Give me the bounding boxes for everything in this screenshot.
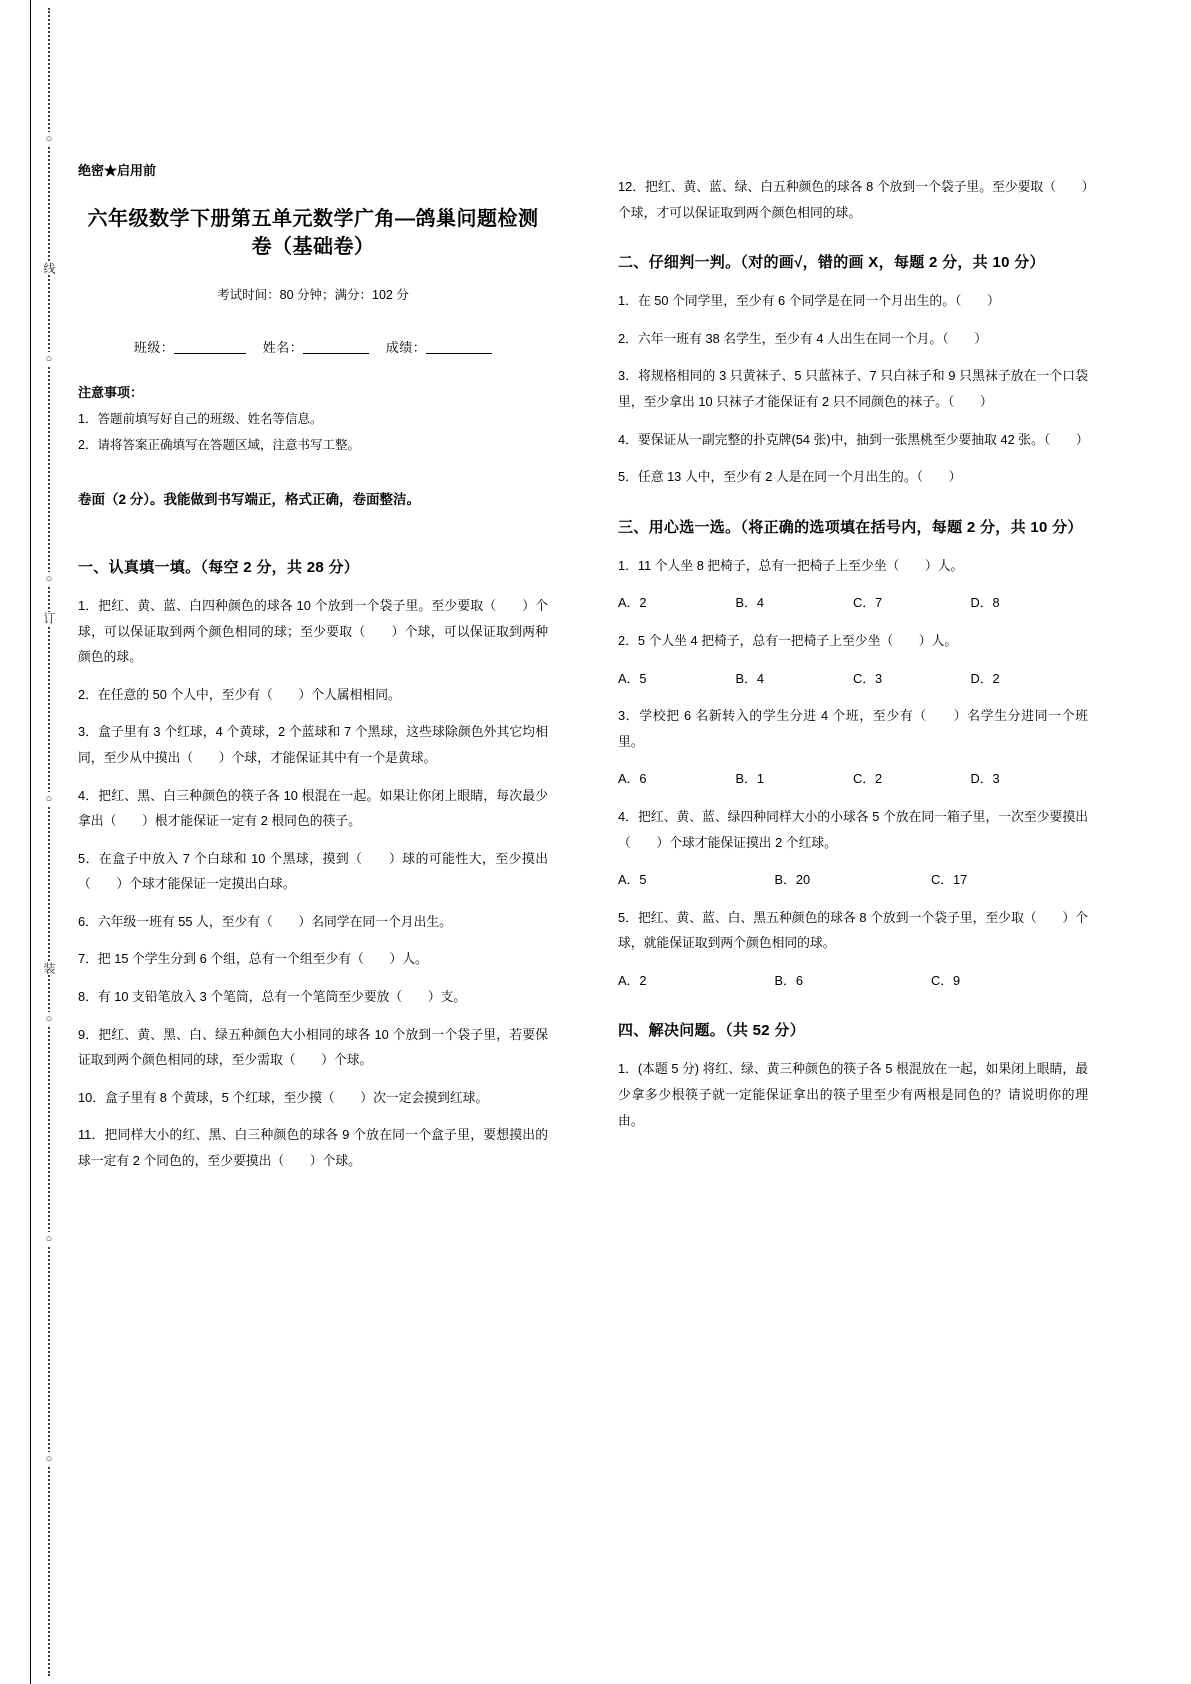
option-a[interactable]: A．5 <box>618 872 647 888</box>
section-1-title: 一、认真填一填。（每空 2 分，共 28 分） <box>78 558 360 576</box>
score-field-blank[interactable] <box>426 339 492 354</box>
option-a[interactable]: A．5 <box>618 670 647 686</box>
notice-item: 2．请将答案正确填写在答题区域，注意书写工整。 <box>78 438 360 452</box>
question-item: 1．把红、黄、蓝、白四种颜色的球各 10 个放到一个袋子里。至少要取（ ）个球，可以保证取到两个颜色相同的球；至少要取（ ）个球，可以保证取到两种颜色的球。 <box>78 597 548 665</box>
option-d[interactable]: D．8 <box>970 595 1000 611</box>
question-item-continued: 12．把红、黄、蓝、绿、白五种颜色的球各 8 个放到一个袋子里。至少要取（ ）个球，才可以保证取到两个颜色相同的球。 <box>618 179 1088 220</box>
question-item: 1．在 50 个同学里，至少有 6 个同学是在同一个月出生的。（ ） <box>618 293 1000 309</box>
option-row <box>618 590 1088 616</box>
student-info-fields <box>78 337 548 356</box>
name-field-blank[interactable] <box>303 339 369 354</box>
question-item: 4．要保证从一副完整的扑克牌(54 张)中，抽到一张黑桃至少要抽取 42 张。（ ） <box>618 431 1089 447</box>
question-item: 5．在盒子中放入 7 个白球和 10 个黑球，摸到（ ）球的可能性大，至少摸出（ ）个球才能保证一定摸出白球。 <box>78 850 548 892</box>
question-item: 4．把红、黄、蓝、绿四种同样大小的小球各 5 个放在同一箱子里，一次至少要摸出（ ）个球才能保证摸出 2 个红球。 <box>618 808 1088 850</box>
question-item: 4．把红、黑、白三种颜色的筷子各 10 根混在一起。如果让你闭上眼睛，每次最少拿出（ ）根才能保证一定有 2 根同色的筷子。 <box>78 787 548 829</box>
option-d[interactable]: D．3 <box>970 771 1000 787</box>
page-title: 六年级数学下册第五单元数学广角—鸽巢问题检测卷（基础卷） <box>87 208 539 258</box>
question-item: 2．5 个人坐 4 把椅子，总有一把椅子上至少坐（ ）人。 <box>618 632 958 648</box>
question-item: 10．盒子里有 8 个黄球，5 个红球，至少摸（ ）次一定会摸到红球。 <box>78 1089 489 1105</box>
option-b[interactable]: B．20 <box>774 872 811 888</box>
class-field-blank[interactable] <box>174 339 246 354</box>
section-4-title: 四、解决问题。（共 52 分） <box>618 1022 806 1040</box>
question-item: 7．把 15 个学生分到 6 个组，总有一个组至少有（ ）人。 <box>78 951 428 967</box>
rail-mark: ○ <box>40 132 58 146</box>
option-d[interactable]: D．2 <box>970 670 1000 686</box>
section-3-title: 三、用心选一选。（将正确的选项填在括号内，每题 2 分，共 10 分） <box>618 518 1083 536</box>
page-border-line <box>30 0 31 1684</box>
rail-vertical-text: 订 <box>36 612 58 625</box>
question-item: 5．任意 13 人中，至少有 2 人是在同一个月出生的。（ ） <box>618 469 962 485</box>
option-b[interactable]: B．6 <box>774 972 803 988</box>
rail-mark: ○ <box>40 352 58 366</box>
option-row <box>618 968 1088 994</box>
dotted-fold-line <box>48 8 50 1676</box>
option-c[interactable]: C．7 <box>853 595 883 611</box>
question-item: 1．(本题 5 分) 将红、绿、黄三种颜色的筷子各 5 根混放在一起，如果闭上眼睛，最少拿多少根筷子就一定能保证拿出的筷子里至少有两根是同色的？请说明你的理由。 <box>618 1061 1088 1128</box>
rail-mark: ○ <box>40 792 58 806</box>
question-item: 6．六年级一班有 55 人，至少有（ ）名同学在同一个月出生。 <box>78 913 452 929</box>
option-c[interactable]: C．17 <box>931 872 968 888</box>
question-item: 5．把红、黄、蓝、白、黑五种颜色的球各 8 个放到一个袋子里，至少取（ ）个球，就能保证取到两个颜色相同的球。 <box>618 909 1088 951</box>
option-a[interactable]: A．2 <box>618 595 647 611</box>
secret-label: 绝密★启用前 <box>78 163 157 178</box>
name-field-label: 姓名： <box>262 340 304 355</box>
class-field-label: 班级： <box>133 340 175 355</box>
binding-margin-rail <box>30 0 66 1684</box>
option-a[interactable]: A．2 <box>618 972 647 988</box>
question-item: 3．将规格相同的 3 只黄袜子、5 只蓝袜子、7 只白袜子和 9 只黑袜子放在一个口袋里，至少拿出 10 只袜子才能保证有 2 只不同颜色的袜子。（ ） <box>618 368 1088 409</box>
left-column <box>78 160 548 1186</box>
exam-info: 考试时间：80 分钟；满分：102 分 <box>217 288 409 302</box>
question-item: 2．在任意的 50 个人中，至少有（ ）个人属相相同。 <box>78 686 401 702</box>
option-c[interactable]: C．2 <box>853 771 883 787</box>
rail-mark: ○ <box>40 572 58 586</box>
question-item: 11．把同样大小的红、黑、白三种颜色的球各 9 个放在同一个盒子里，要想摸出的球一定有 2 个同色的，至少要摸出（ ）个球。 <box>78 1127 548 1169</box>
option-b[interactable]: B．4 <box>735 595 764 611</box>
question-item: 1．11 个人坐 8 把椅子，总有一把椅子上至少坐（ ）人。 <box>618 557 964 573</box>
handwriting-score-note: 卷面（2 分）。我能做到书写端正，格式正确，卷面整洁。 <box>78 492 421 507</box>
option-row <box>618 666 1088 692</box>
page-content <box>78 0 1138 1684</box>
rail-vertical-text: 装 <box>36 962 58 975</box>
option-a[interactable]: A．6 <box>618 771 647 787</box>
notice-title: 注意事项： <box>78 385 144 400</box>
notice-item: 1．答题前填写好自己的班级、姓名等信息。 <box>78 412 323 426</box>
rail-mark: ○ <box>40 1452 58 1466</box>
score-field-label: 成绩： <box>385 340 427 355</box>
rail-vertical-text: 线 <box>36 262 58 275</box>
rail-mark: ○ <box>40 1012 58 1026</box>
right-column <box>618 160 1088 1145</box>
rail-mark: ○ <box>40 1232 58 1246</box>
section-2-title: 二、仔细判一判。（对的画√，错的画 X，每题 2 分，共 10 分） <box>618 254 1045 272</box>
question-item: 3．学校把 6 名新转入的学生分进 4 个班，至少有（ ）名学生分进同一个班里。 <box>618 708 1088 749</box>
question-item: 2．六年一班有 38 名学生，至少有 4 人出生在同一个月。（ ） <box>618 330 988 346</box>
option-c[interactable]: C．9 <box>931 972 961 988</box>
option-b[interactable]: B．4 <box>735 670 764 686</box>
question-item: 8．有 10 支铅笔放入 3 个笔筒，总有一个笔筒至少要放（ ）支。 <box>78 989 467 1005</box>
question-item: 3．盒子里有 3 个红球，4 个黄球，2 个蓝球和 7 个黑球，这些球除颜色外其它均相同，至少从中摸出（ ）个球，才能保证其中有一个是黄球。 <box>78 724 548 765</box>
option-b[interactable]: B．1 <box>735 771 764 787</box>
option-c[interactable]: C．3 <box>853 670 883 686</box>
option-row <box>618 766 1088 792</box>
option-row <box>618 867 1088 893</box>
question-item: 9．把红、黄、黑、白、绿五种颜色大小相同的球各 10 个放到一个袋子里，若要保证取到两个颜色相同的球，至少需取（ ）个球。 <box>78 1026 548 1068</box>
